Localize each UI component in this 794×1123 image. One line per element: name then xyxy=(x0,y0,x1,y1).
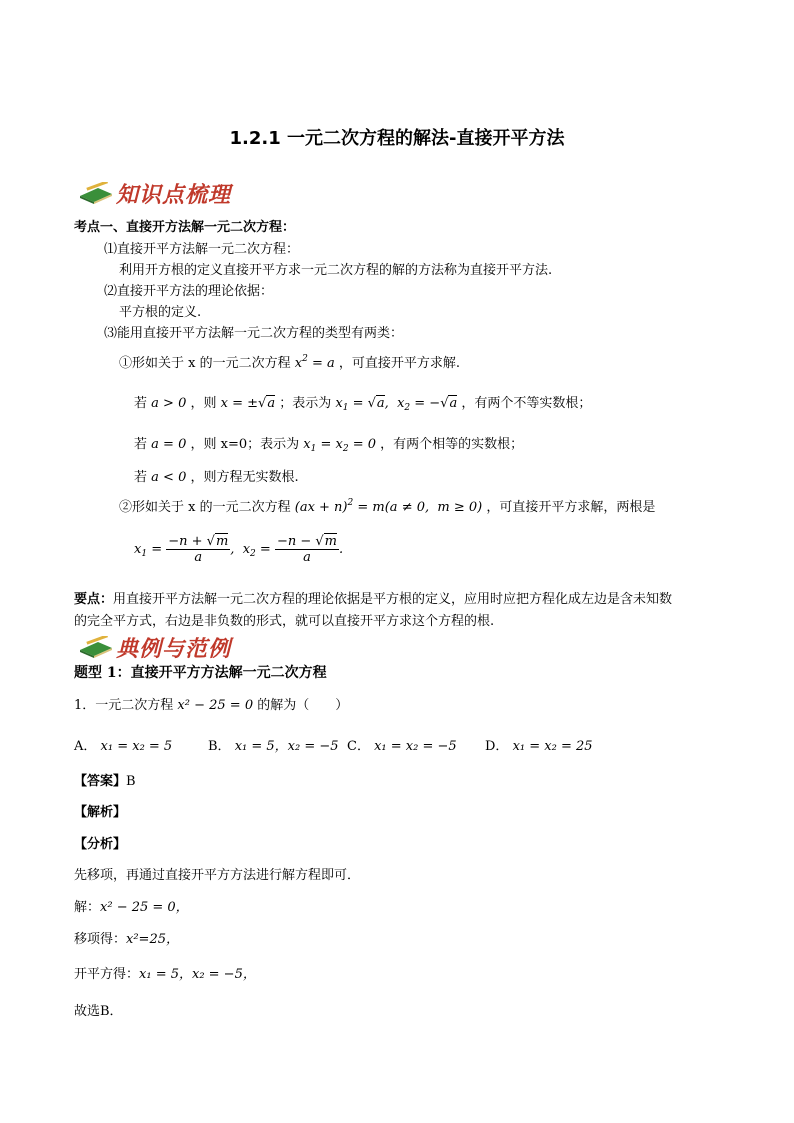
banner-knowledge-text: 知识点梳理 xyxy=(116,183,232,208)
option-c-label: C． xyxy=(347,739,370,754)
solution3-pre: 开平方得： xyxy=(74,967,140,982)
case2-line xyxy=(119,496,655,515)
case1a-mid1: ，则 xyxy=(190,396,217,411)
case1-post: ，可直接开平方求解. xyxy=(338,356,461,371)
answer-value: B xyxy=(126,774,136,789)
fenxi-text: 先移项，再通过直接开平方方法进行解方程即可． xyxy=(74,868,361,883)
option-b-text: x₁ = 5，x₂ = −5 xyxy=(234,739,339,754)
option-a-label: A． xyxy=(74,739,97,754)
solution1-eq: x² − 25 = 0， xyxy=(100,900,189,915)
kp-p3: ⑶能用直接开平方法解一元二次方程的类型有两类： xyxy=(104,326,404,341)
solution3-eq: x₁ = 5，x₂ = −5， xyxy=(139,967,256,982)
case1a-result: x = ±√a xyxy=(220,396,276,411)
type-heading: 题型 1：直接开平方方法解一元二次方程 xyxy=(74,665,327,681)
kp-p2: ⑵直接开平方法的理论依据： xyxy=(104,284,274,299)
question-post: 的解为（ ） xyxy=(257,698,349,713)
option-a-text: x₁ = x₂ = 5 xyxy=(100,739,173,754)
case1a-roots: $x_1 = √a$, $x_2 = -√a$ xyxy=(335,396,458,413)
note-line1 xyxy=(74,588,672,607)
kp-p1-body: 利用开方根的定义直接开平方求一元二次方程的解的方法称为直接开平方法. xyxy=(119,263,553,278)
solution-line3 xyxy=(74,963,256,982)
option-b[interactable] xyxy=(208,735,339,754)
solution1-pre: 解： xyxy=(74,900,101,915)
case1b-pre: 若 xyxy=(134,437,148,452)
case1b-roots: $x_1 = x_2 = 0$ xyxy=(303,437,377,454)
case1b-cond: a = 0 xyxy=(151,437,187,452)
solution2-pre: 移项得： xyxy=(74,932,127,947)
fenxi-label: 【分析】 xyxy=(74,837,127,852)
answer-line xyxy=(74,770,136,789)
conclusion: 故选B． xyxy=(74,1004,123,1019)
question-line xyxy=(74,694,348,713)
banner-examples-text: 典例与范例 xyxy=(116,637,232,662)
case1c-post: ，则方程无实数根. xyxy=(190,470,299,485)
note-text1: 用直接开平方法解一元二次方程的理论依据是平方根的定义，应用时应把方程化成左边是含未知数 xyxy=(113,592,673,607)
kp-heading: 考点一、直接开方法解一元二次方程： xyxy=(74,220,296,235)
note-line2: 的完全平方式，右边是非负数的形式，就可以直接开平方求这个方程的根. xyxy=(74,614,495,629)
case1a-mid2: ；表示为 xyxy=(279,396,332,411)
option-a[interactable] xyxy=(74,735,172,754)
page-title: 1.2.1 一元二次方程的解法-直接开平方法 xyxy=(229,128,565,149)
case2-post: ，可直接开平方求解，两根是 xyxy=(486,500,656,515)
case2-roots: $x_1$ = $\frac{-n + √m}{a}$ , $x_2$ = $\frac{-n - √m}{a}$ . xyxy=(134,534,344,565)
question-equation: x² − 25 = 0 xyxy=(177,698,254,713)
option-c[interactable] xyxy=(347,735,457,754)
book-pencil-icon xyxy=(78,636,114,658)
question-pre: 1．一元二次方程 xyxy=(74,698,174,713)
option-c-text: x₁ = x₂ = −5 xyxy=(374,739,457,754)
case1-pre: ①形如关于 x 的一元二次方程 xyxy=(119,356,291,371)
option-d[interactable] xyxy=(485,735,593,754)
note-label: 要点： xyxy=(74,592,114,607)
option-d-text: x₁ = x₂ = 25 xyxy=(512,739,593,754)
option-d-label: D． xyxy=(485,739,509,754)
case1b-line xyxy=(134,433,523,454)
case1-equation: $x^2 = a$ xyxy=(294,354,339,371)
solution-line1 xyxy=(74,896,189,915)
case1a-pre: 若 xyxy=(134,396,148,411)
case1c-line xyxy=(134,466,299,485)
option-b-label: B． xyxy=(208,739,231,754)
kp-p1: ⑴直接开平方法解一元二次方程： xyxy=(104,242,300,257)
case1a-line xyxy=(134,392,591,413)
case2-equation: (ax + n)$^2$ = m(a ≠ 0, m ≥ 0) xyxy=(294,498,483,515)
analysis-label: 【解析】 xyxy=(74,805,127,820)
case1a-post: ，有两个不等实数根； xyxy=(461,396,592,411)
book-pencil-icon xyxy=(78,182,114,204)
case2-pre: ②形如关于 x 的一元二次方程 xyxy=(119,500,291,515)
case1b-post: ，有两个相等的实数根； xyxy=(380,437,524,452)
solution2-eq: x²=25， xyxy=(126,932,179,947)
kp-p2-body: 平方根的定义. xyxy=(119,305,202,320)
case1b-mid: ，则 x=0；表示为 xyxy=(190,437,300,452)
case1-line xyxy=(119,352,460,371)
case1c-pre: 若 xyxy=(134,470,148,485)
answer-label: 【答案】 xyxy=(74,774,127,789)
case1a-cond: a > 0 xyxy=(151,396,187,411)
case1c-cond: a < 0 xyxy=(151,470,187,485)
solution-line2 xyxy=(74,928,179,947)
